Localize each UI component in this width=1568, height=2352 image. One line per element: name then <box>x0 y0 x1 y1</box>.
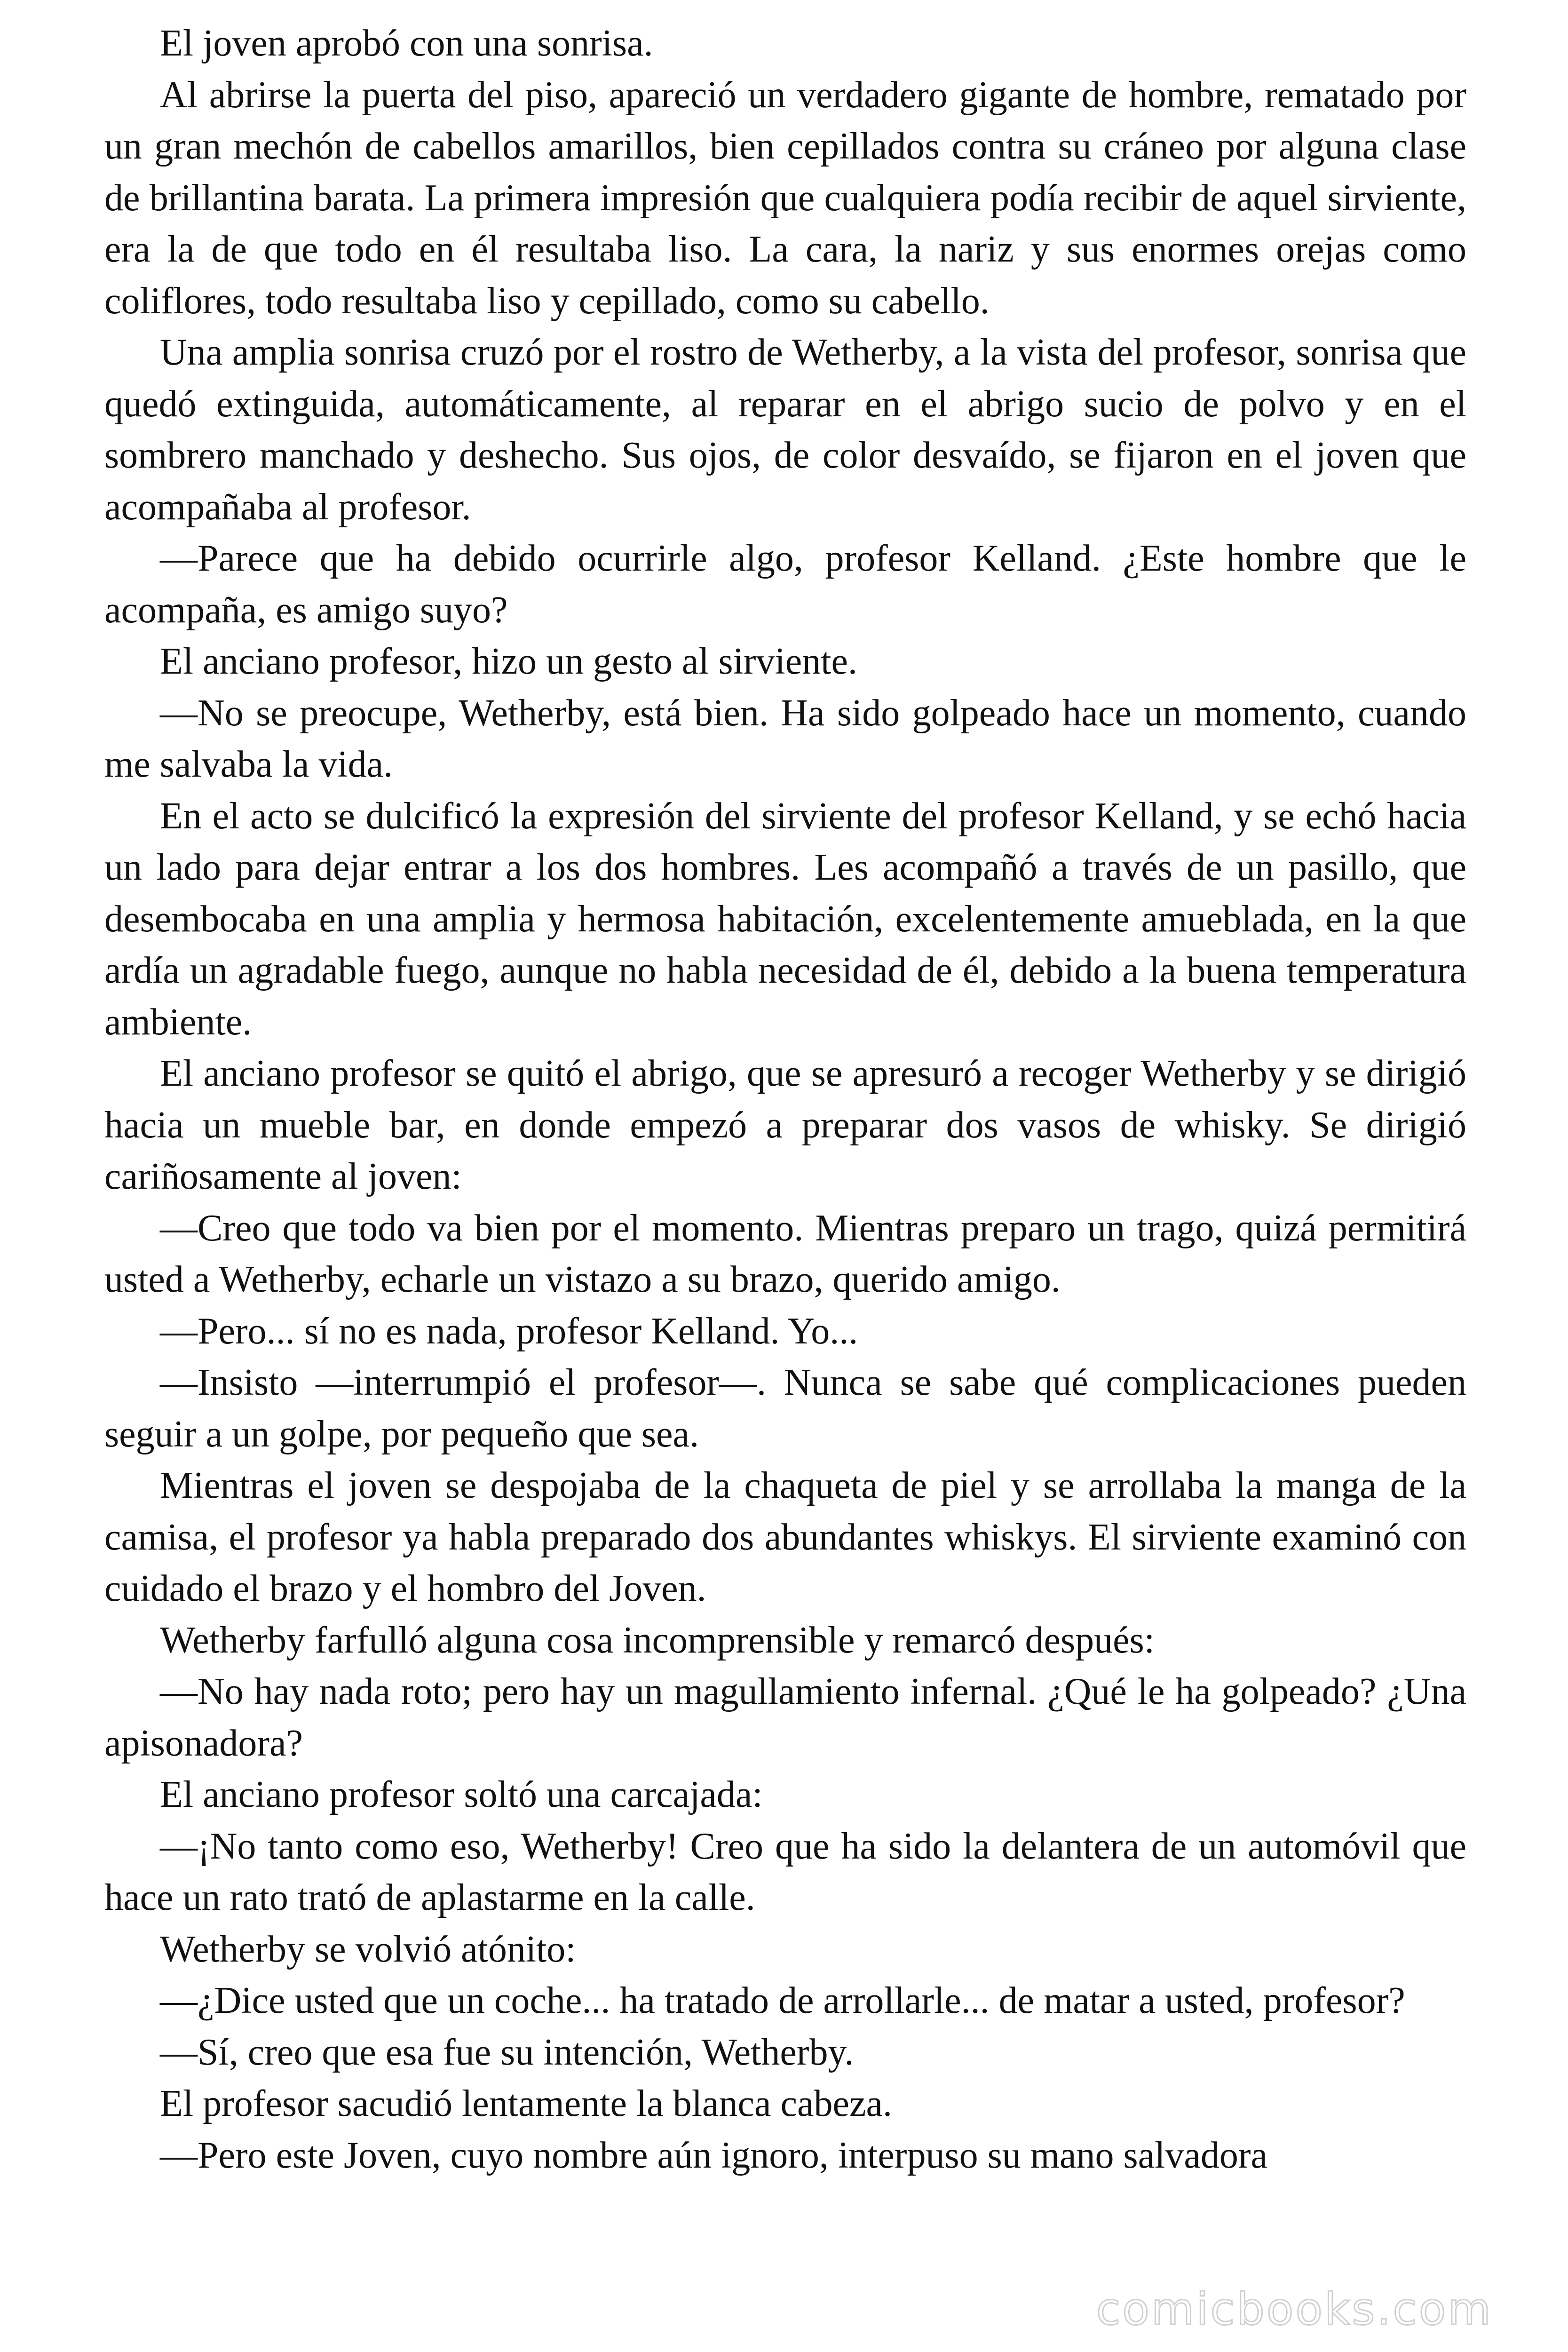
paragraph: El anciano profesor se quitó el abrigo, que se apresuró a recoger Wetherby y se dirigió hacia un mueble bar, en donde empezó a preparar dos vasos de whisky. Se dirigió cariñosamente al joven: <box>104 1053 1466 1197</box>
paragraph: —No hay nada roto; pero hay un magullamiento infernal. ¿Qué le ha golpeado? ¿Una apisonadora? <box>104 1671 1466 1764</box>
paragraph: —Parece que ha debido ocurrirle algo, profesor Kelland. ¿Este hombre que le acompaña, es amigo suyo? <box>104 538 1466 631</box>
paragraph: El anciano profesor, hizo un gesto al sirviente. <box>160 641 858 682</box>
paragraph: Mientras el joven se despojaba de la chaqueta de piel y se arrollaba la manga de la camisa, el profesor ya habla preparado dos abundantes whiskys. El sirviente examinó con cuidado el brazo y el hombro del Joven. <box>104 1465 1466 1609</box>
paragraph: En el acto se dulcificó la expresión del sirviente del profesor Kelland, y se echó hacia un lado para dejar entrar a los dos hombres. Les acompañó a través de un pasillo, que desembocaba en una amplia y hermosa habitación, excelentemente amueblada, en la que ardía un agradable fuego, aunque no habla necesidad de él, debido a la buena temperatura ambiente. <box>104 795 1466 1043</box>
document-page <box>104 18 1466 2181</box>
paragraph: El anciano profesor soltó una carcajada: <box>160 1774 763 1815</box>
watermark: comicbooks.com <box>1096 2284 1493 2335</box>
paragraph: Wetherby farfulló alguna cosa incomprensible y remarcó después: <box>160 1619 1155 1661</box>
paragraph: —Pero... sí no es nada, profesor Kelland. Yo... <box>160 1310 858 1352</box>
paragraph: —¡No tanto como eso, Wetherby! Creo que ha sido la delantera de un automóvil que hace un rato trató de aplastarme en la calle. <box>104 1825 1466 1918</box>
paragraph: —Creo que todo va bien por el momento. Mientras preparo un trago, quizá permitirá usted a Wetherby, echarle un vistazo a su brazo, querido amigo. <box>104 1207 1466 1300</box>
paragraph: Al abrirse la puerta del piso, apareció un verdadero gigante de hombre, rematado por un gran mechón de cabellos amarillos, bien cepillados contra su cráneo por alguna clase de brillantina barata. La primera impresión que cualquiera podía recibir de aquel sirviente, era la de que todo en él resultaba liso. La cara, la nariz y sus enormes orejas como coliflores, todo resultaba liso y cepillado, como su cabello. <box>104 74 1466 322</box>
paragraph: —Insisto —interrumpió el profesor—. Nunca se sabe qué complicaciones pueden seguir a un golpe, por pequeño que sea. <box>104 1362 1466 1455</box>
paragraph: Wetherby se volvió atónito: <box>160 1928 576 1970</box>
paragraph: El profesor sacudió lentamente la blanca cabeza. <box>160 2083 892 2124</box>
paragraph: Una amplia sonrisa cruzó por el rostro de Wetherby, a la vista del profesor, sonrisa que quedó extinguida, automáticamente, al reparar en el abrigo sucio de polvo y en el sombrero manchado y deshecho. Sus ojos, de color desvaído, se fijaron en el joven que acompañaba al profesor. <box>104 332 1466 528</box>
paragraph: El joven aprobó con una sonrisa. <box>160 23 653 64</box>
paragraph: —No se preocupe, Wetherby, está bien. Ha sido golpeado hace un momento, cuando me salvaba la vida. <box>104 692 1466 785</box>
paragraph: —Pero este Joven, cuyo nombre aún ignoro, interpuso su mano salvadora <box>160 2134 1268 2176</box>
paragraph: —¿Dice usted que un coche... ha tratado de arrollarle... de matar a usted, profesor? <box>160 1980 1405 2021</box>
paragraph: —Sí, creo que esa fue su intención, Wetherby. <box>160 2031 854 2073</box>
